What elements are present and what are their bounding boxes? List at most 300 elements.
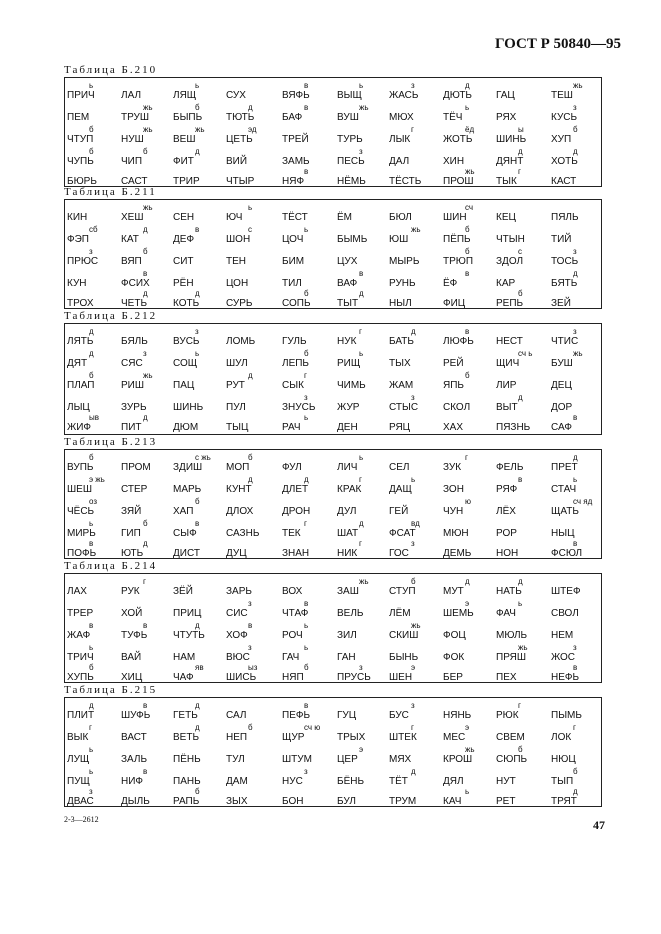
syllable-word: ТУЛ	[226, 754, 245, 765]
syllable-cell	[67, 289, 127, 311]
syllable-cell	[67, 497, 127, 519]
phonetic-mark: з	[411, 81, 415, 90]
syllable-word: НУШ	[121, 134, 144, 145]
syllable-cell	[173, 577, 233, 599]
syllable-word: НУК	[337, 336, 357, 347]
syllable-word: МИРЬ	[67, 528, 96, 539]
syllable-word: НЯФ	[282, 176, 305, 187]
syllable-cell	[337, 497, 397, 519]
syllable-cell	[496, 289, 556, 311]
syllable-cell	[551, 103, 611, 125]
phonetic-mark: д	[518, 393, 523, 402]
syllable-word: КРАК	[337, 484, 362, 495]
syllable-word: ЗНУСЬ	[282, 402, 316, 413]
syllable-word: НЯНЬ	[443, 710, 472, 721]
syllable-cell	[282, 663, 342, 685]
syllable-cell	[551, 269, 611, 291]
phonetic-mark: г	[359, 475, 362, 484]
syllable-cell	[443, 103, 503, 125]
syllable-word: ПРОМ	[121, 462, 151, 473]
phonetic-mark: г	[359, 327, 362, 336]
syllable-cell	[443, 269, 503, 291]
phonetic-mark	[121, 745, 181, 754]
syllable-word: ФСЮЛ	[551, 548, 583, 559]
syllable-cell	[551, 393, 611, 415]
syllable-word: ЛЁХ	[496, 506, 516, 517]
syllable-cell	[443, 475, 503, 497]
syllable-word: ГАЧ	[282, 652, 300, 663]
phonetic-mark: б	[304, 663, 309, 672]
table-title: Таблица Б.210	[64, 64, 158, 76]
syllable-word: НИФ	[121, 776, 144, 787]
syllable-word: ТЕН	[226, 256, 246, 267]
syllable-cell	[226, 349, 286, 371]
phonetic-mark	[226, 147, 286, 156]
syllable-cell	[282, 247, 342, 269]
syllable-word: БАТЬ	[389, 336, 414, 347]
table-row	[65, 453, 601, 475]
phonetic-mark: г	[359, 539, 362, 548]
phonetic-mark: ь	[89, 767, 94, 776]
syllable-cell	[443, 147, 503, 169]
phonetic-mark	[67, 269, 127, 278]
phonetic-mark: э	[465, 599, 470, 608]
syllable-word: ГЕЙ	[389, 506, 409, 517]
phonetic-mark: з	[195, 327, 199, 336]
syllable-word: БЁНЬ	[337, 776, 365, 787]
syllable-cell	[226, 203, 286, 225]
syllable-word: ПЁПЬ	[443, 234, 471, 245]
phonetic-mark	[121, 81, 181, 90]
syllable-cell	[282, 453, 342, 475]
syllable-cell	[67, 643, 127, 665]
syllable-cell	[226, 723, 286, 745]
phonetic-mark	[121, 393, 181, 402]
phonetic-mark	[173, 767, 233, 776]
table-row	[65, 393, 601, 415]
syllable-word: ШЕМЬ	[443, 608, 474, 619]
syllable-word: ВЕШ	[173, 134, 196, 145]
syllable-word: ГОС	[389, 548, 409, 559]
syllable-word: ДЕН	[337, 422, 358, 433]
phonetic-mark: д	[143, 539, 148, 548]
syllable-word: ЛЮФЬ	[443, 336, 474, 347]
syllable-word: ЛУЩ	[67, 754, 90, 765]
syllable-word: ЧЁСЬ	[67, 506, 95, 517]
syllable-cell	[389, 349, 449, 371]
syllable-cell	[226, 247, 286, 269]
syllable-cell	[496, 475, 556, 497]
syllable-cell	[337, 663, 397, 685]
syllable-cell	[551, 147, 611, 169]
syllable-word: ЧАФ	[173, 672, 194, 683]
syllable-cell	[173, 621, 233, 643]
syllable-word: ГУЛЬ	[282, 336, 307, 347]
table-title: Таблица Б.213	[64, 436, 158, 448]
phonetic-mark	[389, 247, 449, 256]
syllable-word: ТЁСТЬ	[389, 176, 422, 187]
syllable-word: НЁМЬ	[337, 176, 366, 187]
syllable-cell	[496, 599, 556, 621]
syllable-cell	[67, 787, 127, 809]
syllable-cell	[67, 247, 127, 269]
syllable-word: РУК	[121, 586, 140, 597]
syllable-cell	[282, 519, 342, 541]
table-row	[65, 539, 601, 561]
syllable-word: РУНЬ	[389, 278, 416, 289]
syllable-word: СЕН	[173, 212, 195, 223]
syllable-word: ЩУР	[282, 732, 305, 743]
phonetic-mark: ь	[248, 203, 253, 212]
syllable-word: СЕЛ	[389, 462, 410, 473]
phonetic-mark	[282, 203, 342, 212]
syllable-word: ХЕШ	[121, 212, 144, 223]
phonetic-mark	[226, 519, 286, 528]
phonetic-mark: з	[573, 327, 577, 336]
syllable-cell	[389, 723, 449, 745]
syllable-cell	[282, 787, 342, 809]
phonetic-mark	[282, 125, 342, 134]
phonetic-mark	[496, 663, 556, 672]
syllable-word: КУН	[67, 278, 87, 289]
syllable-word: САЛ	[226, 710, 247, 721]
syllable-cell	[337, 81, 397, 103]
phonetic-mark: б	[573, 125, 578, 134]
phonetic-mark: жь	[143, 125, 153, 134]
syllable-word: ЧТЫР	[226, 176, 255, 187]
syllable-word: НОН	[496, 548, 519, 559]
syllable-word: ГИП	[121, 528, 141, 539]
phonetic-mark	[551, 393, 611, 402]
syllable-cell	[282, 225, 342, 247]
phonetic-mark	[337, 643, 397, 652]
phonetic-mark: г	[465, 453, 468, 462]
phonetic-mark: жь	[573, 349, 583, 358]
phonetic-mark: ёд	[465, 125, 475, 134]
syllable-cell	[551, 289, 611, 311]
syllable-cell	[173, 147, 233, 169]
syllable-cell	[496, 453, 556, 475]
syllable-word: СТАЧ	[551, 484, 577, 495]
syllable-cell	[173, 81, 233, 103]
syllable-cell	[389, 269, 449, 291]
syllable-word: САФ	[551, 422, 572, 433]
phonetic-mark	[173, 371, 233, 380]
syllable-cell	[282, 125, 342, 147]
syllable-cell	[389, 599, 449, 621]
syllable-cell	[173, 103, 233, 125]
syllable-word: ГУЦ	[337, 710, 357, 721]
phonetic-mark: б	[195, 103, 200, 112]
syllable-cell	[67, 767, 127, 789]
syllable-cell	[173, 475, 233, 497]
syllable-word: ЗДОЛ	[496, 256, 524, 267]
syllable-cell	[389, 621, 449, 643]
syllable-cell	[67, 723, 127, 745]
syllable-cell	[121, 497, 181, 519]
phonetic-mark: б	[304, 349, 309, 358]
syllable-word: ВЮС	[226, 652, 250, 663]
syllable-word: РЯФ	[496, 484, 518, 495]
syllable-word: МОП	[226, 462, 250, 473]
syllable-cell	[389, 103, 449, 125]
table-row	[65, 103, 601, 125]
phonetic-mark: оз	[89, 497, 98, 506]
syllable-word: ДАЛ	[389, 156, 410, 167]
phonetic-mark: э	[465, 723, 470, 732]
syllable-word: ФУЛ	[282, 462, 302, 473]
syllable-word: ТРОХ	[67, 298, 94, 309]
syllable-cell	[443, 519, 503, 541]
syllable-cell	[496, 81, 556, 103]
syllable-word: ЗАМЬ	[282, 156, 310, 167]
phonetic-mark	[389, 413, 449, 422]
syllable-word: ЗУРЬ	[121, 402, 147, 413]
syllable-word: НЕМ	[551, 630, 574, 641]
syllable-cell	[173, 599, 233, 621]
phonetic-mark: э	[359, 745, 364, 754]
syllable-word: ПЕХ	[496, 672, 517, 683]
syllable-cell	[389, 519, 449, 541]
phonetic-mark	[443, 393, 503, 402]
syllable-word: ЗНАН	[282, 548, 310, 559]
syllable-cell	[282, 539, 342, 561]
syllable-word: ПЫМЬ	[551, 710, 582, 721]
syllable-cell	[173, 327, 233, 349]
syllable-word: РЯХ	[496, 112, 517, 123]
syllable-word: РИШ	[121, 380, 145, 391]
syllable-cell	[551, 125, 611, 147]
syllable-word: ПУЛ	[226, 402, 246, 413]
syllable-word: ПЛАП	[67, 380, 95, 391]
syllable-word: ВАФ	[337, 278, 358, 289]
syllable-word: ШОН	[226, 234, 251, 245]
syllable-word: ЛОМЬ	[226, 336, 256, 347]
syllable-word: ТЁТ	[389, 776, 408, 787]
phonetic-mark	[226, 745, 286, 754]
syllable-word: ЖИФ	[67, 422, 92, 433]
phonetic-mark: в	[304, 81, 309, 90]
syllable-word: ДОР	[551, 402, 573, 413]
syllable-word: ВЕТЬ	[173, 732, 200, 743]
table-row	[65, 723, 601, 745]
syllable-cell	[173, 723, 233, 745]
syllable-cell	[121, 371, 181, 393]
syllable-word: НАТЬ	[496, 586, 522, 597]
syllable-word: ЛЯТЬ	[67, 336, 94, 347]
syllable-cell	[67, 327, 127, 349]
phonetic-mark	[121, 643, 181, 652]
syllable-word: НЯП	[282, 672, 304, 683]
phonetic-mark: б	[143, 247, 148, 256]
syllable-word: ЁФ	[443, 278, 458, 289]
syllable-word: ЗАРЬ	[226, 586, 252, 597]
syllable-word: ЮШ	[389, 234, 409, 245]
syllable-word: ТЫП	[551, 776, 574, 787]
phonetic-mark	[389, 103, 449, 112]
phonetic-mark	[443, 621, 503, 630]
phonetic-mark	[496, 371, 556, 380]
syllable-cell	[282, 577, 342, 599]
table-block	[64, 310, 602, 435]
phonetic-mark: б	[143, 147, 148, 156]
syllable-word: ТИЙ	[551, 234, 572, 245]
syllable-cell	[443, 125, 503, 147]
syllable-cell	[67, 599, 127, 621]
syllable-cell	[337, 203, 397, 225]
phonetic-mark: д	[573, 269, 578, 278]
phonetic-mark: з	[89, 247, 93, 256]
phonetic-mark	[551, 577, 611, 586]
syllable-word: ДРОН	[282, 506, 311, 517]
syllable-word: НЫЦ	[551, 528, 575, 539]
phonetic-mark: в	[304, 701, 309, 710]
phonetic-mark	[496, 723, 556, 732]
syllable-cell	[67, 453, 127, 475]
phonetic-mark: жь	[143, 203, 153, 212]
syllable-cell	[551, 643, 611, 665]
phonetic-mark: г	[518, 167, 521, 176]
syllable-word: ГАЦ	[496, 90, 515, 101]
syllable-word: ПРЕТ	[551, 462, 578, 473]
phonetic-mark: б	[195, 787, 200, 796]
syllable-word: НЕП	[226, 732, 248, 743]
phonetic-mark: ь	[359, 453, 364, 462]
phonetic-mark	[226, 167, 286, 176]
phonetic-mark: в	[143, 767, 148, 776]
syllable-cell	[121, 289, 181, 311]
syllable-word: ФИЦ	[443, 298, 466, 309]
phonetic-mark: ь	[359, 81, 364, 90]
syllable-word: ВЯП	[121, 256, 142, 267]
syllable-cell	[337, 539, 397, 561]
syllable-word: НЕСТ	[496, 336, 523, 347]
phonetic-mark: в	[89, 621, 94, 630]
syllable-word: ПРЮС	[67, 256, 99, 267]
phonetic-mark	[67, 289, 127, 298]
syllable-cell	[337, 393, 397, 415]
syllable-cell	[282, 81, 342, 103]
phonetic-mark	[496, 787, 556, 796]
phonetic-mark: ь	[304, 225, 309, 234]
syllable-cell	[496, 519, 556, 541]
syllable-word: СВЕМ	[496, 732, 525, 743]
phonetic-mark: з	[411, 701, 415, 710]
phonetic-mark: б	[89, 371, 94, 380]
table-row	[65, 663, 601, 685]
syllable-word: ЛАХ	[67, 586, 87, 597]
syllable-cell	[496, 787, 556, 809]
syllable-cell	[226, 643, 286, 665]
syllable-word: ФОК	[443, 652, 465, 663]
syllable-cell	[337, 621, 397, 643]
phonetic-mark: в	[143, 621, 148, 630]
syllable-word: ДВАС	[67, 796, 94, 807]
phonetic-mark	[282, 327, 342, 336]
table-row	[65, 269, 601, 291]
syllable-cell	[496, 643, 556, 665]
syllable-word: ХУП	[551, 134, 572, 145]
syllable-word: ТРУШ	[121, 112, 150, 123]
phonetic-mark	[337, 767, 397, 776]
table-block	[64, 684, 602, 807]
syllable-word: ЧТУТЬ	[173, 630, 205, 641]
phonetic-mark	[496, 81, 556, 90]
syllable-cell	[496, 269, 556, 291]
syllable-word: СЫФ	[173, 528, 197, 539]
phonetic-mark	[337, 413, 397, 422]
syllable-word: ВАЙ	[121, 652, 142, 663]
syllable-word: ТРЮП	[443, 256, 474, 267]
syllable-word: ДЯНТ	[496, 156, 524, 167]
table-row	[65, 413, 601, 435]
syllable-cell	[173, 269, 233, 291]
syllable-cell	[226, 453, 286, 475]
syllable-word: ХАП	[173, 506, 194, 517]
syllable-word: ТУРЬ	[337, 134, 363, 145]
syllable-cell	[337, 247, 397, 269]
phonetic-mark: в	[465, 269, 470, 278]
syllable-cell	[282, 643, 342, 665]
syllable-cell	[173, 663, 233, 685]
syllable-word: ШАТ	[337, 528, 359, 539]
phonetic-mark	[173, 745, 233, 754]
syllable-word: ПАНЬ	[173, 776, 201, 787]
phonetic-mark	[121, 475, 181, 484]
syllable-cell	[282, 327, 342, 349]
syllable-cell	[67, 519, 127, 541]
syllable-word: ШТУМ	[282, 754, 312, 765]
syllable-cell	[389, 787, 449, 809]
phonetic-mark	[551, 519, 611, 528]
syllable-cell	[67, 225, 127, 247]
table-row	[65, 225, 601, 247]
phonetic-mark: з	[304, 393, 308, 402]
syllable-word: РИЩ	[337, 358, 361, 369]
syllable-cell	[337, 723, 397, 745]
syllable-cell	[226, 599, 286, 621]
phonetic-mark: сч яд	[573, 497, 593, 506]
syllable-word: ЮТЬ	[121, 548, 144, 559]
phonetic-mark: з	[304, 767, 308, 776]
syllable-cell	[496, 103, 556, 125]
syllable-word: ТРИР	[173, 176, 200, 187]
phonetic-mark: ь	[465, 787, 470, 796]
syllable-word: ЧЕТЬ	[121, 298, 148, 309]
phonetic-mark	[121, 497, 181, 506]
syllable-cell	[496, 147, 556, 169]
syllable-word: ФСИХ	[121, 278, 150, 289]
phonetic-mark: жь	[573, 81, 583, 90]
syllable-cell	[389, 125, 449, 147]
syllable-cell	[226, 497, 286, 519]
page-number: 47	[593, 818, 605, 832]
table-row	[65, 643, 601, 665]
phonetic-mark	[226, 539, 286, 548]
syllable-cell	[173, 745, 233, 767]
syllable-cell	[121, 577, 181, 599]
syllable-word: ХОЙ	[121, 608, 143, 619]
syllable-cell	[443, 723, 503, 745]
syllable-cell	[226, 577, 286, 599]
syllable-cell	[389, 81, 449, 103]
phonetic-mark	[226, 767, 286, 776]
phonetic-mark: в	[304, 103, 309, 112]
syllable-cell	[496, 621, 556, 643]
syllable-word: ЗЁЙ	[173, 586, 193, 597]
phonetic-mark: жь	[518, 643, 528, 652]
syllable-word: ШУФЬ	[121, 710, 151, 721]
